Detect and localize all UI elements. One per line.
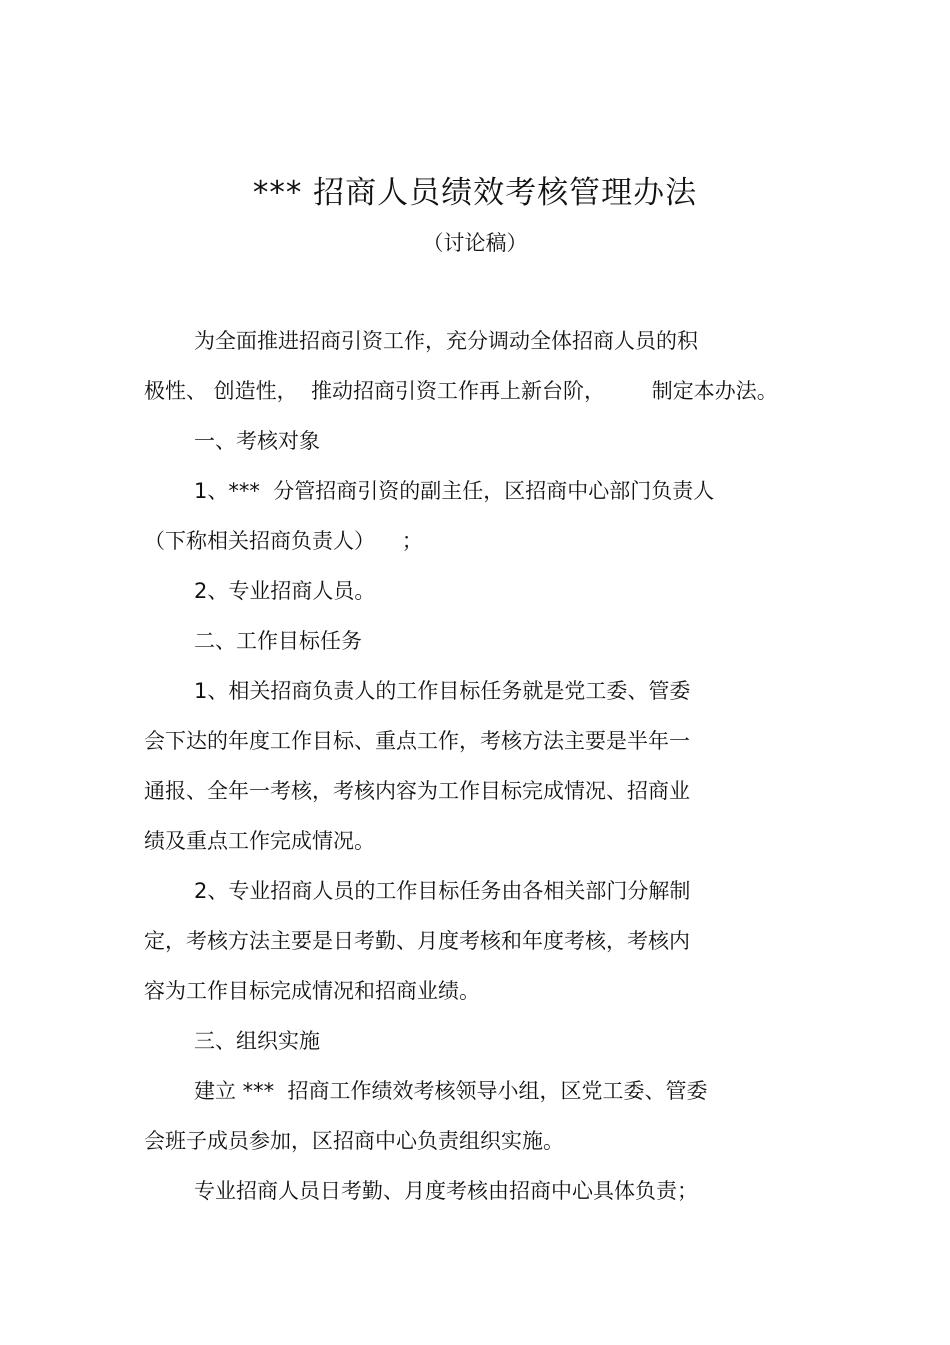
section-heading: 三、组织实施 — [194, 1029, 320, 1053]
paragraph-line: 会班子成员参加，区招商中心负责组织实施。 — [144, 1129, 564, 1153]
paragraph-line: 2、专业招商人员。 — [194, 579, 376, 603]
paragraph-line: 极性、 创造性， 推动招商引资工作再上新台阶， 制定本办法。 — [144, 379, 778, 403]
section-heading: 一、考核对象 — [194, 429, 320, 453]
paragraph-line: 通报、全年一考核，考核内容为工作目标完成情况、招商业 — [144, 779, 690, 803]
document-title: *** 招商人员绩效考核管理办法 — [252, 175, 698, 211]
document-subtitle: （讨论稿） — [422, 231, 528, 255]
paragraph-line: 容为工作目标完成情况和招商业绩。 — [144, 979, 480, 1003]
paragraph-line: 2、专业招商人员的工作目标任务由各相关部门分解制 — [194, 879, 691, 903]
section-heading: 二、工作目标任务 — [194, 629, 362, 653]
paragraph-line: 会下达的年度工作目标、重点工作，考核方法主要是半年一 — [144, 729, 690, 753]
paragraph-line: 建立 *** 招商工作绩效考核领导小组，区党工委、管委 — [194, 1079, 708, 1103]
paragraph-line: 绩及重点工作完成情况。 — [144, 829, 375, 853]
paragraph-line: 为全面推进招商引资工作，充分调动全体招商人员的积 — [194, 329, 698, 353]
paragraph-line: 1、*** 分管招商引资的副主任，区招商中心部门负责人 — [194, 479, 715, 503]
paragraph-line: 1、相关招商负责人的工作目标任务就是党工委、管委 — [194, 679, 691, 703]
paragraph-line: 专业招商人员日考勤、月度考核由招商中心具体负责； — [194, 1179, 698, 1203]
paragraph-line: 定，考核方法主要是日考勤、月度考核和年度考核，考核内 — [144, 929, 690, 953]
paragraph-line: （下称相关招商负责人） ； — [144, 529, 423, 553]
